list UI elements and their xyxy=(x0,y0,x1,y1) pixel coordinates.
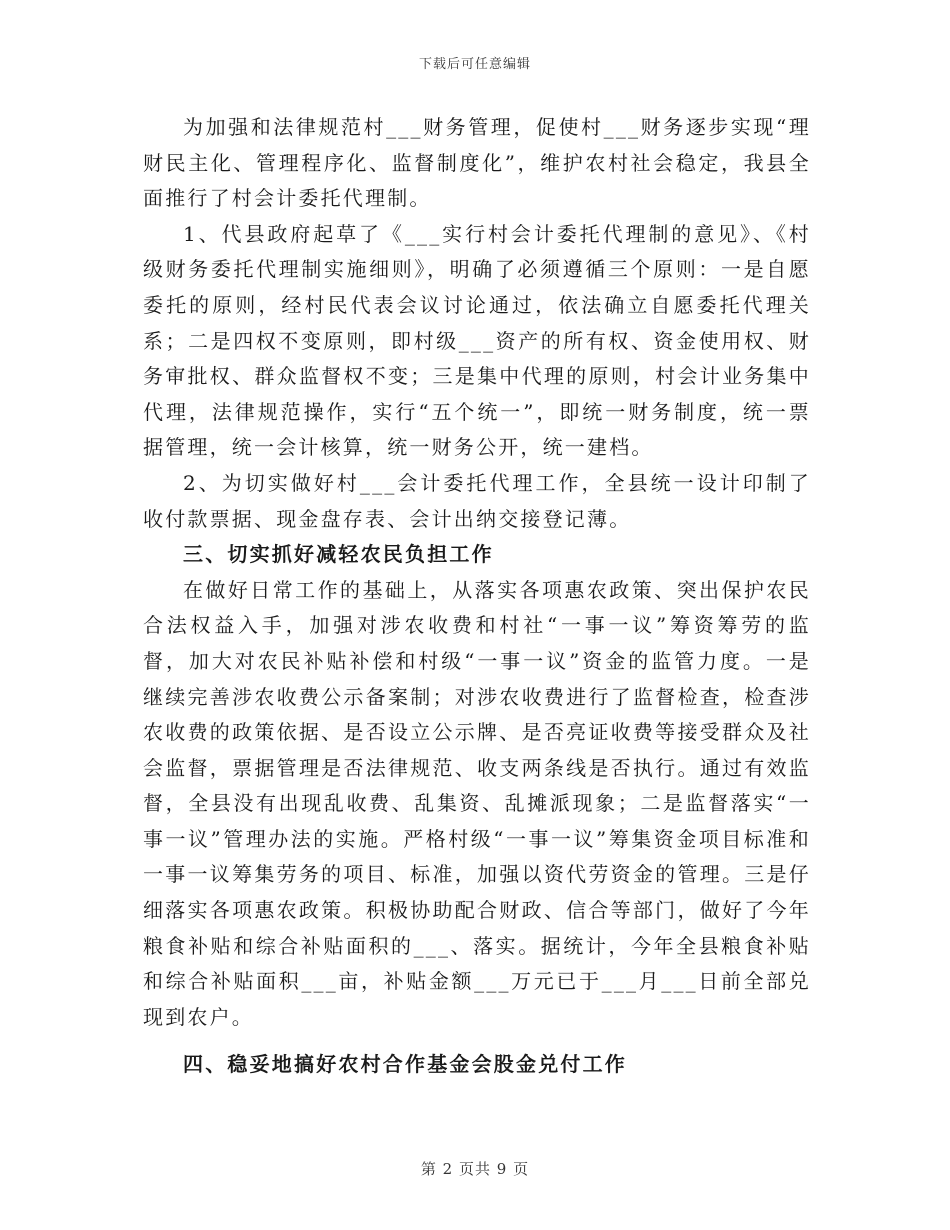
section-heading-3: 三、切实抓好减轻农民负担工作 xyxy=(183,542,494,567)
document-body xyxy=(143,110,811,1083)
paragraph-section-3: 在做好日常工作的基础上，从落实各项惠农政策、突出保护农民合法权益入手，加强对涉农收费和村社“一事一议”筹资筹劳的监督，加大对农民补贴补偿和村级“一事一议”资金的监管力度。一是继续完善涉农收费公示备案制；对涉农收费进行了监督检查，检查涉农收费的政策依据、是否设立公示牌、是否亮证收费等接受群众及社会监督，票据管理是否法律规范、收支两条线是否执行。通过有效监督，全县没有出现乱收费、乱集资、乱摊派现象；二是监督落实“一事一议”管理办法的实施。严格村级“一事一议”筹集资金项目标准和一事一议筹集劳务的项目、标准，加强以资代劳资金的管理。三是仔细落实各项惠农政策。积极协助配合财政、信合等部门，做好了今年粮食补贴和综合补贴面积的___、落实。据统计，今年全县粮食补贴和综合补贴面积___亩，补贴金额___万元已于___月___日前全部兑现到农户。 xyxy=(143,577,811,1029)
paragraph-intro: 为加强和法律规范村___财务管理，促使村___财务逐步实现“理财民主化、管理程序化、监督制度化”，维护农村社会稳定，我县全面推行了村会计委托代理制。 xyxy=(143,115,811,211)
page-footer: 第 2 页共 9 页 xyxy=(420,1160,530,1178)
page-header: 下载后可任意编辑 xyxy=(418,57,531,72)
paragraph-item-1: 1、代县政府起草了《___实行村会计委托代理制的意见》、《村级财务委托代理制实施细则》，明确了必须遵循三个原则：一是自愿委托的原则，经村民代表会议讨论通过，依法确立自愿委托代理关系；二是四权不变原则，即村级___资产的所有权、资金使用权、财务审批权、群众监督权不变；三是集中代理的原则，村会计业务集中代理，法律规范操作，实行“五个统一”，即统一财务制度，统一票据管理，统一会计核算，统一财务公开，统一建档。 xyxy=(143,221,811,460)
paragraph-item-2: 2、为切实做好村___会计委托代理工作，全县统一设计印制了收付款票据、现金盘存表、会计出纳交接登记薄。 xyxy=(143,470,811,531)
section-heading-4: 四、稳妥地搞好农村合作基金会股金兑付工作 xyxy=(183,1052,627,1077)
